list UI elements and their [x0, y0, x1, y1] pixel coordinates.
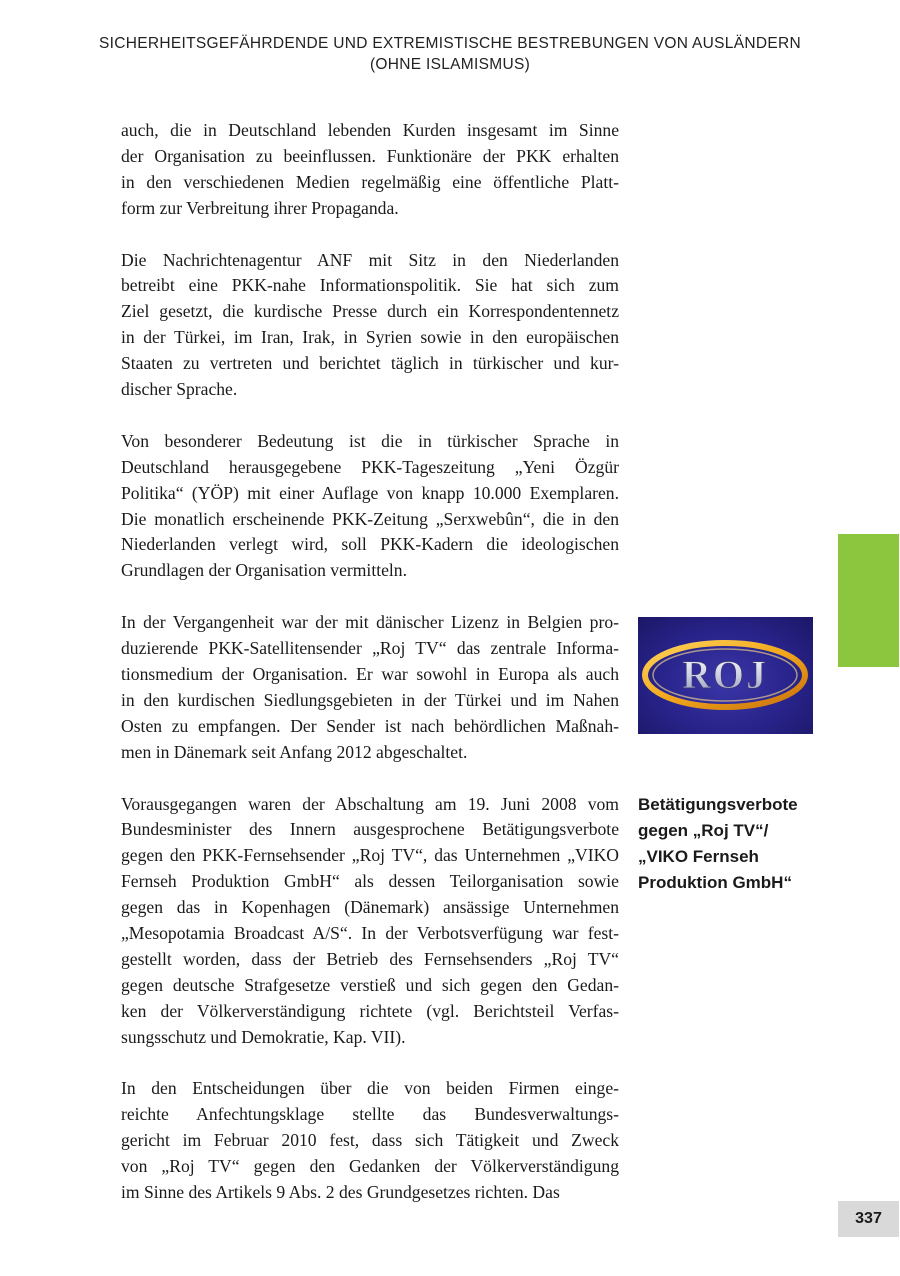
- paragraph-line: gericht im Februar 2010 fest, dass sich Tätigkeit und Zweck: [121, 1130, 619, 1151]
- paragraph-line: men in Dänemark seit Anfang 2012 abgeschaltet.: [121, 741, 468, 762]
- roj-logo-graphic: [638, 617, 813, 734]
- roj-tv-logo: [638, 617, 813, 734]
- paragraph-line: Fernseh Produktion GmbH“ als dessen Teilorganisation sowie: [121, 871, 619, 892]
- paragraph-line: auch, die in Deutschland lebenden Kurden insgesamt im Sinne: [121, 120, 619, 140]
- paragraph-line: in den kurdischen Siedlungsgebieten in der Türkei und im Nahen: [121, 689, 619, 710]
- paragraph-line: in den verschiedenen Medien regelmäßig eine öffentliche Platt-: [121, 171, 619, 192]
- paragraph-line: In den Entscheidungen über die von beiden Firmen einge-: [121, 1078, 619, 1099]
- paragraph-line: Die Nachrichtenagentur ANF mit Sitz in den Niederlanden: [121, 249, 619, 270]
- paragraph-line: ken der Völkerverständigung richtete (vgl. Berichtsteil Verfas-: [121, 1000, 619, 1021]
- paragraph-line: Die monatlich erscheinende PKK-Zeitung „Serxwebûn“, die in den: [121, 508, 619, 529]
- paragraph-line: gegen den PKK-Fernsehsender „Roj TV“, das Unternehmen „VIKO: [121, 845, 619, 866]
- paragraph-line: von „Roj TV“ gegen den Gedanken der Völkerverständigung: [121, 1156, 619, 1177]
- body-paragraph: [121, 792, 619, 1051]
- body-paragraph: [121, 1076, 619, 1206]
- page-number: 337: [838, 1201, 899, 1237]
- body-paragraph: [121, 248, 619, 403]
- paragraph-line: duzierende PKK-Satellitensender „Roj TV“ das zentrale Informa-: [121, 638, 619, 659]
- paragraph-line: Bundesminister des Innern ausgesprochene Betätigungsverbote: [121, 819, 619, 840]
- running-header: [60, 33, 840, 75]
- running-header-line-1: SICHERHEITSGEFÄHRDENDE UND EXTREMISTISCHE BESTREBUNGEN VON AUSLÄNDERN: [99, 35, 801, 52]
- paragraph-line: Deutschland herausgegebene PKK-Tageszeitung „Yeni Özgür: [121, 456, 619, 477]
- paragraph-line: in der Türkei, im Iran, Irak, in Syrien sowie in den europäischen: [121, 327, 619, 348]
- paragraph-line: Ziel gesetzt, die kurdische Presse durch ein Korrespondentennetz: [121, 301, 619, 322]
- margin-note: [638, 792, 818, 896]
- body-paragraph: [121, 610, 619, 765]
- margin-note-line-2: gegen „Roj TV“/: [638, 821, 769, 840]
- logo-text: ROJ: [682, 652, 768, 697]
- chapter-tab-marker: [838, 534, 899, 667]
- margin-note-line-1: Betätigungsverbote: [638, 795, 798, 814]
- paragraph-line: Politika“ (YÖP) mit einer Auflage von knapp 10.000 Exemplaren.: [121, 482, 619, 503]
- paragraph-line: tionsmedium der Organisation. Er war sowohl in Europa als auch: [121, 663, 619, 684]
- paragraph-line: im Sinne des Artikels 9 Abs. 2 des Grundgesetzes richten. Das: [121, 1182, 560, 1203]
- paragraph-line: Staaten zu vertreten und berichtet täglich in türkischer und kur-: [121, 353, 619, 374]
- paragraph-line: Grundlagen der Organisation vermitteln.: [121, 560, 407, 581]
- paragraph-line: Vorausgegangen waren der Abschaltung am 19. Juni 2008 vom: [121, 793, 619, 814]
- paragraph-line: Osten zu empfangen. Der Sender ist nach behördlichen Maßnah-: [121, 715, 619, 736]
- margin-note-line-3: „VIKO Fernseh: [638, 847, 759, 866]
- paragraph-line: Von besonderer Bedeutung ist die in türkischer Sprache in: [121, 430, 619, 451]
- paragraph-line: discher Sprache.: [121, 379, 238, 400]
- paragraph-line: „Mesopotamia Broadcast A/S“. In der Verbotsverfügung war fest-: [121, 923, 619, 944]
- paragraph-line: der Organisation zu beeinflussen. Funktionäre der PKK erhalten: [121, 145, 619, 166]
- paragraph-line: betreibt eine PKK-nahe Informationspolitik. Sie hat sich zum: [121, 275, 619, 296]
- margin-note-line-4: Produktion GmbH“: [638, 873, 792, 892]
- paragraph-line: sungsschutz und Demokratie, Kap. VII).: [121, 1026, 406, 1047]
- body-text-column: [121, 118, 619, 1232]
- body-paragraph: [121, 118, 619, 222]
- paragraph-line: reichte Anfechtungsklage stellte das Bundesverwaltungs-: [121, 1104, 619, 1125]
- paragraph-line: In der Vergangenheit war der mit dänischer Lizenz in Belgien pro-: [121, 612, 619, 633]
- paragraph-line: gegen das in Kopenhagen (Dänemark) ansässige Unternehmen: [121, 897, 619, 918]
- paragraph-line: form zur Verbreitung ihrer Propaganda.: [121, 197, 399, 218]
- paragraph-line: gegen deutsche Strafgesetze verstieß und sich gegen den Gedan-: [121, 974, 619, 995]
- body-paragraph: [121, 429, 619, 584]
- paragraph-line: gestellt worden, dass der Betrieb des Fernsehsenders „Roj TV“: [121, 948, 619, 969]
- paragraph-line: Niederlanden verlegt wird, soll PKK-Kadern die ideologischen: [121, 534, 619, 555]
- running-header-line-2: (OHNE ISLAMISMUS): [369, 56, 531, 73]
